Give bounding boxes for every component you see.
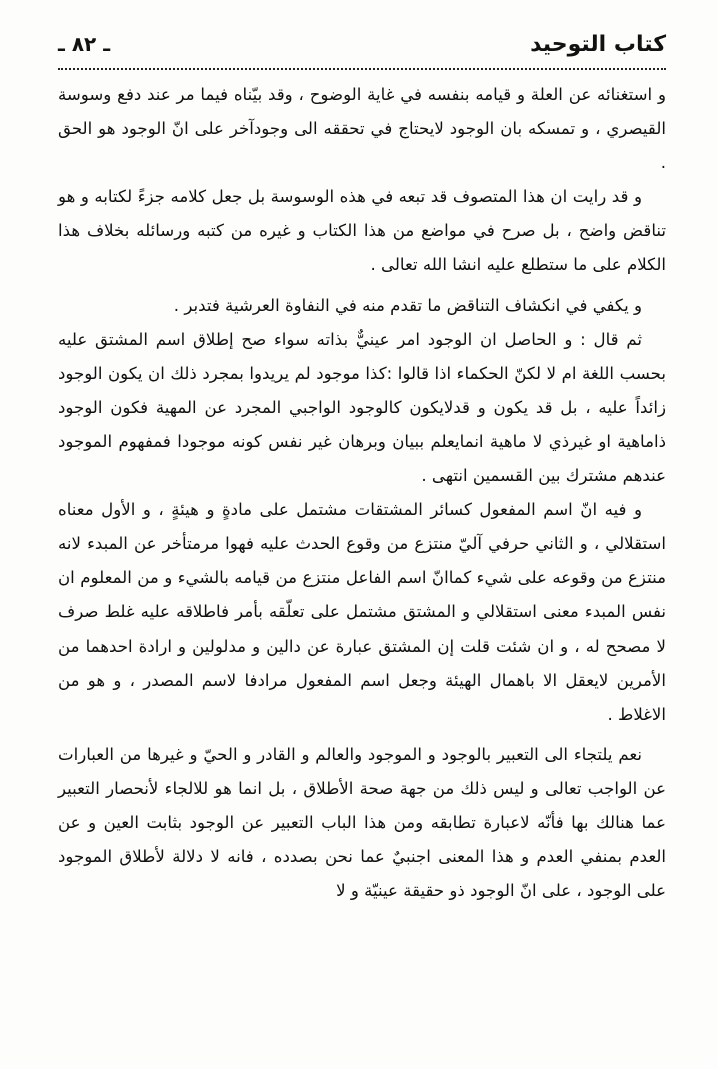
running-title: كتاب التوحيد [530,31,666,57]
page-header [58,26,666,62]
paragraph: و استغنائه عن العلة و قيامه بنفسه في غاية الوضوح ، وقد بيّناه فيما مر عند دفع وسوسة القيصري ، و تمسكه بان الوجود لايحتاج في تحققه الى وجودآخر على انّ الوجود هو الحق . [58,85,666,173]
paragraph: ثم قال : و الحاصل ان الوجود امر عينيٌّ بذاته سواء صح إطلاق اسم المشتق عليه بحسب اللغة ام لا لكنّ الحكماء اذا قالوا :كذا موجود لم يريدوا بمجرد ذلك ان يكون الوجود زائداً عليه ، بل قد يكون و قدلايكون كالوجود الواجبي المجرد عن المهية فكون الوجود ذاماهية او غيرذي لا ماهية انمايعلم ببيان وبرهان غير نفس كونه موجودا فمفهوم الموجود عندهم مشترك بين القسمين انتهى . [58,329,666,486]
header-divider [58,68,666,70]
paragraph: نعم يلتجاء الى التعبير بالوجود و الموجود والعالم و القادر و الحيّ و غيرها من العبارات عن الواجب تعالى و ليس ذلك من جهة صحة الأطلاق ، بل انما هو للالجاء لأنحصار التعبير عما هنالك بها فأنّه لاعبارة تطابقه ومن هذا الباب التعبير عن الوجود بثابت العين و عن العدم بمنفي العدم و هذا المعنى اجنبيٌ عما نحن بصدده ، فانه لا دلالة لأطلاق الموجود على الوجود ، على انّ الوجود ذو حقيقة عينيّة و لا [58,744,666,901]
paragraph: و قد رايت ان هذا المتصوف قد تبعه في هذه الوسوسة بل جعل كلامه جزءً لكتابه و هو تناقض واضح ، بل صرح في مواضع من هذا الكتاب و غيره من كتبه ورسائله بخلاف هذا الكلام على ما ستطلع عليه انشا الله تعالى . [58,187,666,275]
page-number: ـ ٨٢ ـ [58,32,111,56]
paragraph: و يكفي في انكشاف التناقض ما تقدم منه في النفاوة العرشية فتدبر . [173,295,642,315]
page-body [58,78,666,908]
paragraph: و فيه انّ اسم المفعول كسائر المشتقات مشتمل على مادةٍ و هيئةٍ ، و الأول معناه استقلالي ، و الثاني حرفي آليّ منتزع من وقوع الحدث عليه فهوا مرمتأخر عن المبدء لانه منتزع من وقوعه على شيء كماانّ اسم الفاعل منتزع من قيامه بالشيء و من المعلوم ان نفس المبدء معنى استقلالي و المشتق مشتمل على تعلّقه بأمر فاطلاقه عليه غلط صرف لا مصحح له ، و ان شئت قلت إن المشتق عبارة عن دالين و مدلولين و ارادة احدهما من الأمرين لايعقل الا باهمال الهيئة وجعل اسم المفعول مرادفا لاسم المصدر ، و هو من الاغلاط . [58,500,666,724]
